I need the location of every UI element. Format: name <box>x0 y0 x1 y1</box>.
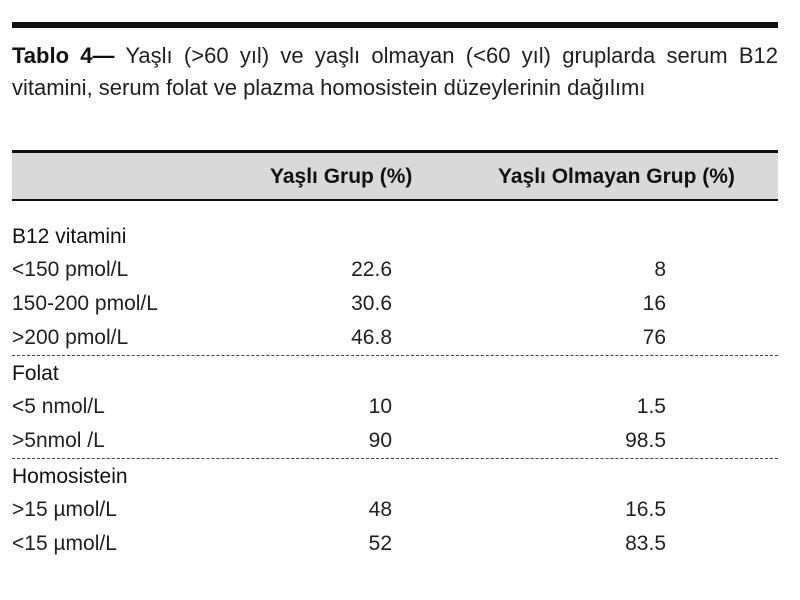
elderly-value: 30.6 <box>351 292 392 315</box>
non-elderly-value: 16.5 <box>625 498 666 521</box>
caption-label: Tablo 4— <box>12 43 115 68</box>
row-label: <150 pmol/L <box>12 258 129 281</box>
non-elderly-value: 16 <box>642 292 666 315</box>
table-row <box>12 287 778 321</box>
row-label: >15 µmol/L <box>12 498 117 521</box>
non-elderly-value: 83.5 <box>625 532 666 555</box>
row-label: <5 nmol/L <box>12 395 105 418</box>
row-label: 150-200 pmol/L <box>12 292 158 315</box>
caption-text: Yaşlı (>60 yıl) ve yaşlı olmayan (<60 yıl) gruplarda serum B12 vitamini, serum folat ve plazma homosistein düzeylerinin dağılımı <box>12 43 778 100</box>
row-label: >5nmol /L <box>12 429 105 452</box>
table-header-row <box>12 150 778 201</box>
row-label: >200 pmol/L <box>12 326 129 349</box>
group-title: B12 vitamini <box>12 225 127 248</box>
data-table <box>12 150 778 561</box>
non-elderly-value: 76 <box>642 326 666 349</box>
elderly-value: 90 <box>368 429 392 452</box>
table-row <box>12 321 778 355</box>
group-b12 <box>12 219 778 355</box>
table-row <box>12 527 778 561</box>
table-body <box>12 201 778 561</box>
elderly-value: 52 <box>368 532 392 555</box>
elderly-value: 48 <box>368 498 392 521</box>
top-rule <box>12 22 778 28</box>
group-title: Folat <box>12 362 59 385</box>
table-row <box>12 253 778 287</box>
table-row <box>12 390 778 424</box>
non-elderly-value: 1.5 <box>636 395 666 418</box>
non-elderly-value: 98.5 <box>625 429 666 452</box>
table-row <box>12 493 778 527</box>
header-elderly-group: Yaşlı Grup (%) <box>270 165 413 188</box>
elderly-value: 22.6 <box>351 258 392 281</box>
group-title: Homosistein <box>12 465 128 488</box>
non-elderly-value: 8 <box>654 258 666 281</box>
elderly-value: 46.8 <box>351 326 392 349</box>
elderly-value: 10 <box>368 395 392 418</box>
document-page <box>12 0 778 600</box>
table-caption <box>12 40 778 104</box>
table-row <box>12 424 778 458</box>
group-folat <box>12 355 778 458</box>
header-non-elderly-group: Yaşlı Olmayan Grup (%) <box>498 165 735 188</box>
group-homosistein <box>12 458 778 561</box>
row-label: <15 µmol/L <box>12 532 117 555</box>
